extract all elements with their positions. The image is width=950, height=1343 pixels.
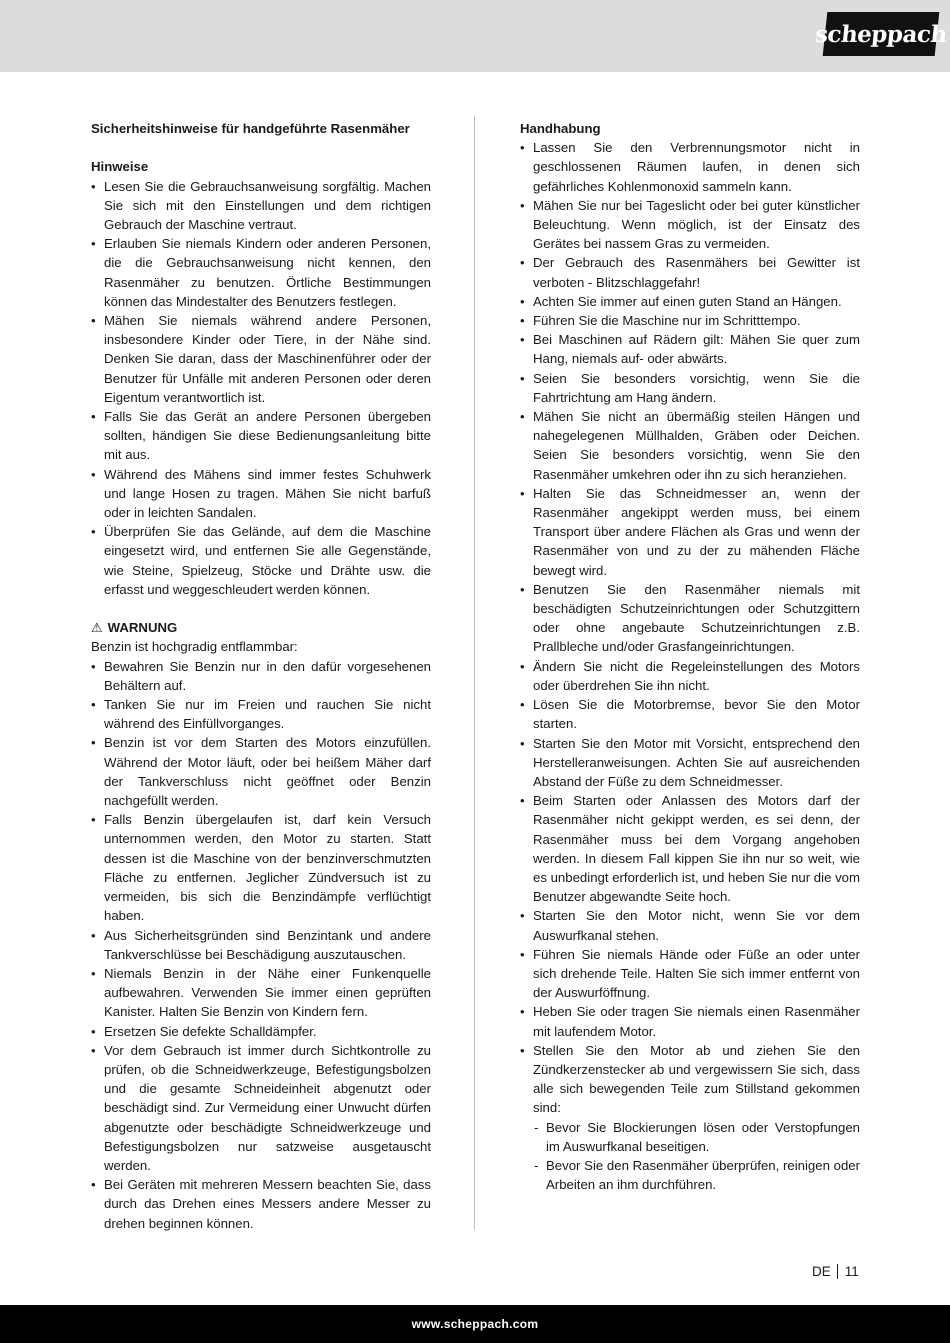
left-column [91,119,431,1233]
list-item: • Niemals Benzin in der Nähe einer Funkenquelle aufbewahren. Verwenden Sie immer einen geprüften Kanister. Halten Sie Benzin von Kindern fern. [91,964,431,1022]
list-item: • Seien Sie besonders vorsichtig, wenn Sie die Fahrtrichtung am Hang ändern. [520,369,860,407]
list-item: • Starten Sie den Motor mit Vorsicht, entsprechend den Herstelleranweisungen. Achten Sie auf ausreichenden Abstand der Füße zu dem Schneidmesser. [520,734,860,792]
list-item: • Mähen Sie niemals während andere Personen, insbesondere Kinder oder Tiere, in der Nähe sind. Denken Sie daran, dass der Maschinenführer oder der Benutzer für Unfälle mit anderen Personen oder deren Eigentum verantwortlich ist. [91,311,431,407]
hinweise-list [91,177,431,599]
handhabung-heading: Handhabung [520,121,601,136]
list-item: • Ändern Sie nicht die Regeleinstellungen des Motors oder überdrehen Sie ihn nicht. [520,657,860,695]
right-column [520,119,860,1194]
list-item: • Beim Starten oder Anlassen des Motors darf der Rasenmäher nicht gekippt werden, es sei denn, der Rasenmäher muss bei dem Vorgang angehoben werden. In diesem Fall kippen Sie ihn nur so weit, wie es unbedingt erforderlich ist, und heben Sie nur die vom Benutzer abgewandte Seite hoch. [520,791,860,906]
warning-triangle-icon: ⚠ [91,620,103,636]
section-title: Sicherheitshinweise für handgeführte Rasenmäher [91,121,410,136]
list-item: • Lesen Sie die Gebrauchsanweisung sorgfältig. Machen Sie sich mit den Einstellungen und dem richtigen Gebrauch der Maschine vertraut. [91,177,431,235]
list-item: • Heben Sie oder tragen Sie niemals einen Rasenmäher mit laufendem Motor. [520,1002,860,1040]
warnung-heading-row [91,618,431,637]
list-item: • Halten Sie das Schneidmesser an, wenn der Rasenmäher angekippt werden muss, bei einem Transport über andere Flächen als Gras und wenn der Rasenmäher von und zu der zu mähenden Fläche bewegt wird. [520,484,860,580]
list-item: • Bei Maschinen auf Rädern gilt: Mähen Sie quer zum Hang, niemals auf- oder abwärts. [520,330,860,368]
list-item [520,1041,860,1195]
header-band [0,0,950,72]
list-item: • Starten Sie den Motor nicht, wenn Sie vor dem Auswurfkanal stehen. [520,906,860,944]
list-item: • Erlauben Sie niemals Kindern oder anderen Personen, die die Gebrauchsanweisung nicht kennen, den Rasenmäher zu benutzen. Örtliche Bestimmungen können das Mindestalter des Benutzers festlegen. [91,234,431,311]
list-item: • Achten Sie immer auf einen guten Stand an Hängen. [520,292,860,311]
list-item: • Vor dem Gebrauch ist immer durch Sichtkontrolle zu prüfen, ob die Schneidwerkzeuge, Befestigungsbolzen und die gesamte Schneideinheit abgenutzt oder beschädigt sind. Zur Vermeidung einer Unwucht dürfen abgenutzte oder beschädigte Schneidwerkzeuge und Befestigungsbolzen nur satzweise ausgetauscht werden. [91,1041,431,1175]
list-item: • Benzin ist vor dem Starten des Motors einzufüllen. Während der Motor läuft, oder bei heißem Mäher darf der Tankverschluss nicht geöffnet oder Benzin nachgefüllt werden. [91,733,431,810]
hinweise-heading: Hinweise [91,159,149,175]
page-number-value: 11 [844,1264,859,1279]
sub-list-item: - Bevor Sie Blockierungen lösen oder Verstopfungen im Auswurfkanal beseitigen. [533,1118,860,1156]
warnung-intro: Benzin ist hochgradig entflammbar: [91,639,298,655]
handhabung-list [520,138,860,1194]
column-divider [474,116,475,1230]
page-number [812,1264,859,1279]
list-item: • Der Gebrauch des Rasenmähers bei Gewitter ist verboten - Blitzschlaggefahr! [520,253,860,291]
list-item: • Lassen Sie den Verbrennungsmotor nicht in geschlossenen Räumen laufen, in denen sich gefährliches Kohlenmonoxid sammeln kann. [520,138,860,196]
list-item: • Bei Geräten mit mehreren Messern beachten Sie, dass durch das Drehen eines Messers andere Messer zu drehen beginnen können. [91,1175,431,1233]
list-item: • Führen Sie die Maschine nur im Schritttempo. [520,311,860,330]
sub-list-item: - Bevor Sie den Rasenmäher überprüfen, reinigen oder Arbeiten an ihm durchführen. [533,1156,860,1194]
list-item: • Lösen Sie die Motorbremse, bevor Sie den Motor starten. [520,695,860,733]
warnung-list [91,657,431,1233]
list-item: • Bewahren Sie Benzin nur in den dafür vorgesehenen Behältern auf. [91,657,431,695]
list-item: • Falls Benzin übergelaufen ist, darf kein Versuch unternommen werden, den Motor zu starten. Statt dessen ist die Maschine von der benzinverschmutzten Fläche zu entfernen. Jeglicher Zündversuch ist zu vermeiden, bis sich die Benzindämpfe verflüchtigt haben. [91,810,431,925]
list-item: • Mähen Sie nicht an übermäßig steilen Hängen und nahegelegenen Müllhalden, Gräben oder Deichen. Seien Sie besonders vorsichtig, wenn Sie den Rasenmäher umkehren oder ihn zu sich heranziehen. [520,407,860,484]
scheppach-logo: scheppach [823,12,940,56]
list-item: • Benutzen Sie den Rasenmäher niemals mit beschädigten Schutzeinrichtungen oder Schutzgittern oder ohne angebaute Schutzeinrichtungen z.B. Prallbleche und/oder Grasfangeinrichtungen. [520,580,860,657]
sub-list [533,1118,860,1195]
footer-band [0,1305,950,1343]
warnung-heading: WARNUNG [107,620,178,636]
list-item: • Während des Mähens sind immer festes Schuhwerk und lange Hosen zu tragen. Mähen Sie nicht barfuß oder in leichten Sandalen. [91,465,431,523]
list-item: • Aus Sicherheitsgründen sind Benzintank und andere Tankverschlüsse bei Beschädigung auszutauschen. [91,926,431,964]
list-item: • Falls Sie das Gerät an andere Personen übergeben sollten, händigen Sie diese Bedienungsanleitung bitte mit aus. [91,407,431,465]
page-separator [837,1264,838,1279]
website-link[interactable]: www.scheppach.com [411,1317,539,1331]
language-code: DE [812,1264,831,1279]
list-item: • Ersetzen Sie defekte Schalldämpfer. [91,1022,431,1041]
list-item: • Tanken Sie nur im Freien und rauchen Sie nicht während des Einfüllvorganges. [91,695,431,733]
list-item-text: Stellen Sie den Motor ab und ziehen Sie den Zündkerzenstecker ab und vergewissern Sie sich, dass alle sich bewegenden Teile zum Stillstand gekommen sind: [533,1042,860,1116]
list-item: • Mähen Sie nur bei Tageslicht oder bei guter künstlicher Beleuchtung. Wenn möglich, ist der Einsatz des Gerätes bei nassem Gras zu vermeiden. [520,196,860,254]
list-item: • Überprüfen Sie das Gelände, auf dem die Maschine eingesetzt wird, und entfernen Sie alle Gegenstände, wie Steine, Spielzeug, Stöcke und Drähte usw. die erfasst und weggeschleudert werden können. [91,522,431,599]
list-item: • Führen Sie niemals Hände oder Füße an oder unter sich drehende Teile. Halten Sie sich immer entfernt von der Auswurföffnung. [520,945,860,1003]
